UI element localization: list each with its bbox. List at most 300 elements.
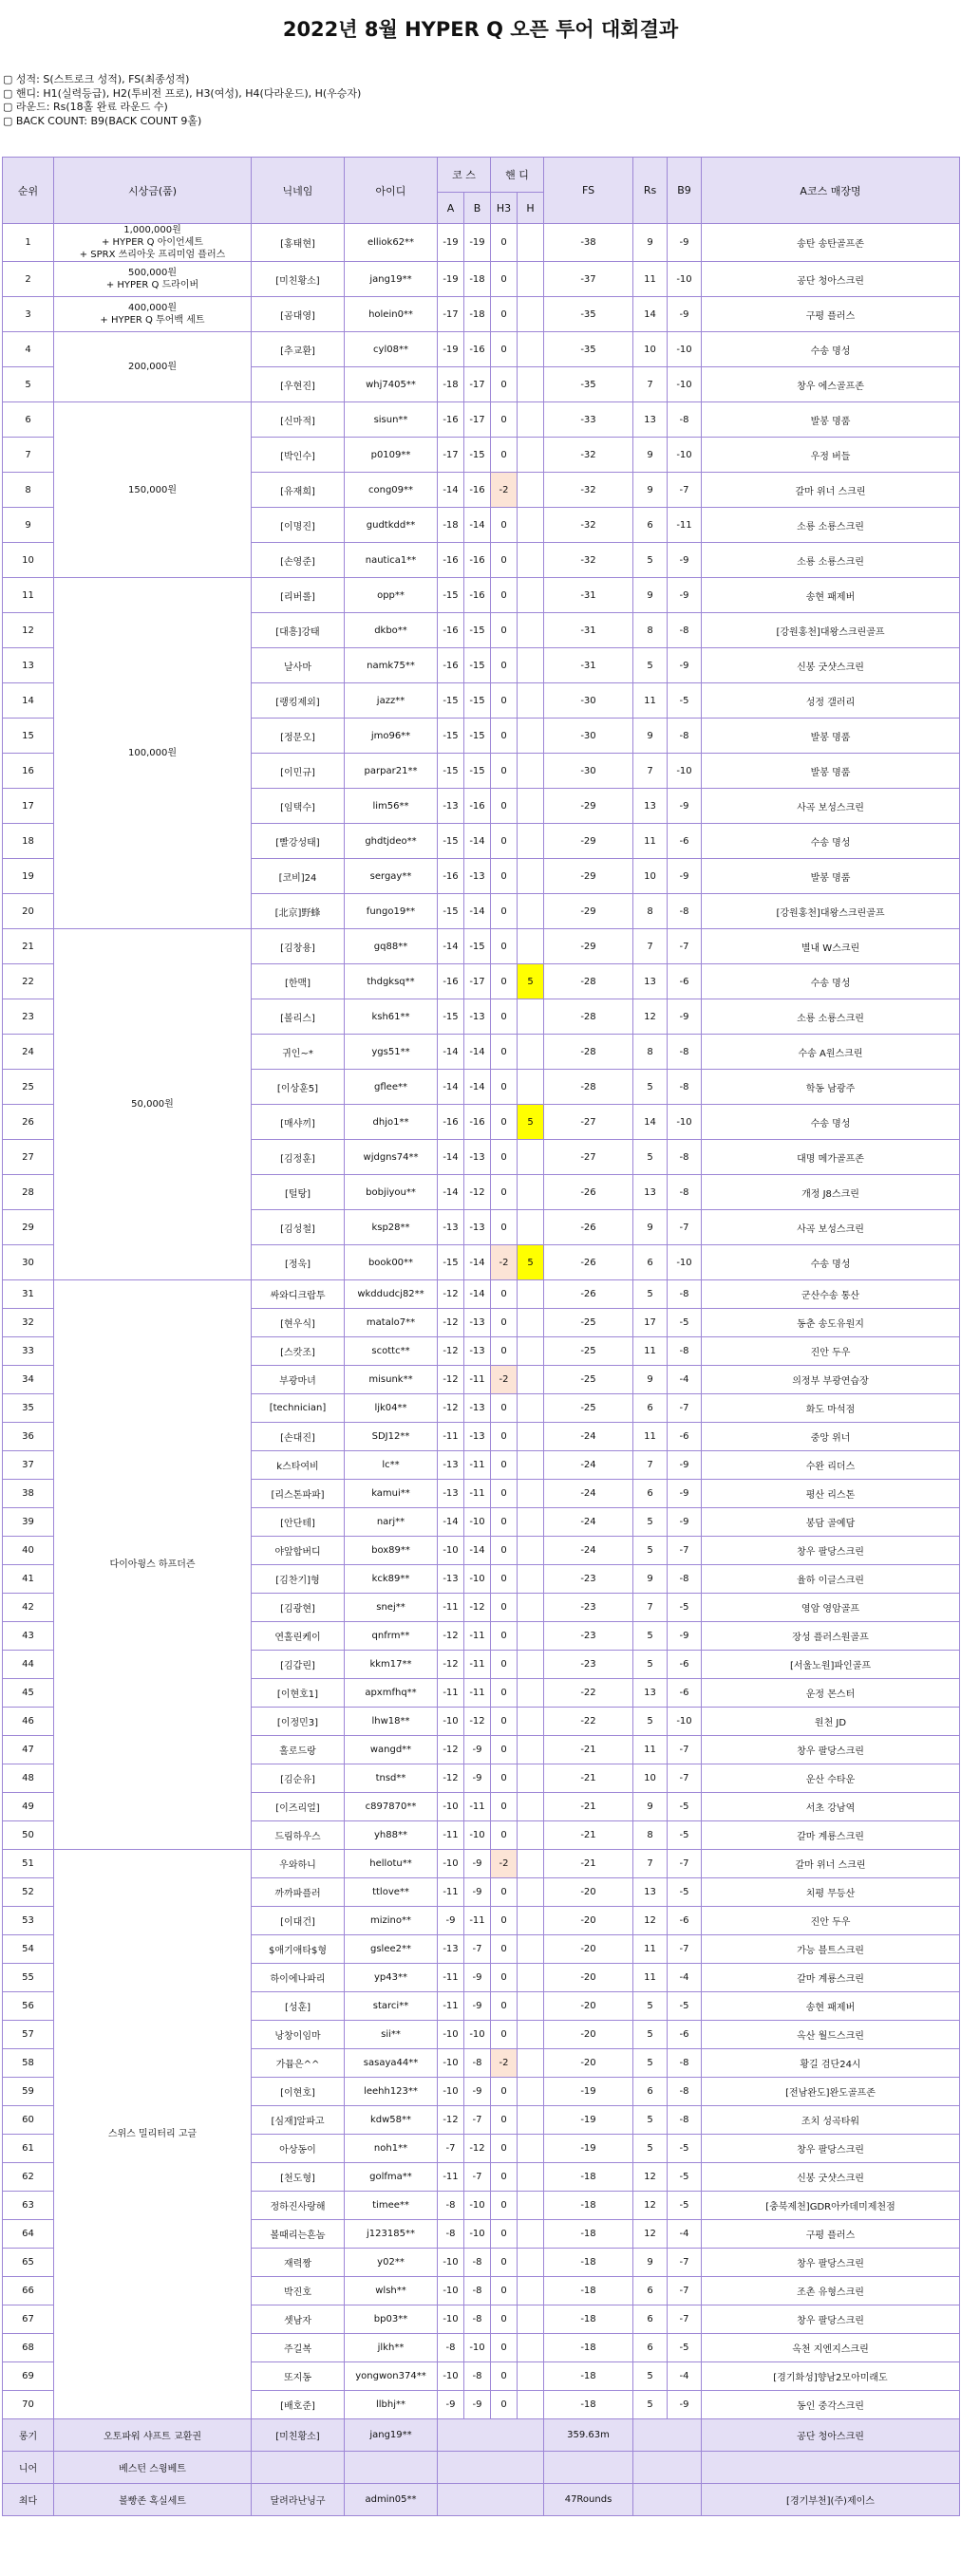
id-cell: sisun** [345, 402, 438, 438]
course-a-cell: -12 [438, 1764, 464, 1793]
handi-h-cell [518, 2305, 544, 2334]
prize-text: 스위스 밀리터리 고글 [107, 2129, 198, 2139]
b9-cell: -10 [668, 1105, 702, 1140]
fs-cell: -35 [544, 367, 633, 402]
b9-cell: -10 [668, 438, 702, 473]
award-row [3, 2419, 960, 2452]
course-a-cell: -13 [438, 1210, 464, 1245]
rs-cell: 9 [633, 1793, 668, 1821]
b9-cell: -9 [668, 297, 702, 332]
fs-cell: -28 [544, 964, 633, 999]
course-b-cell: -15 [464, 719, 491, 754]
course-b-cell: -12 [464, 1594, 491, 1622]
course-a-cell: -12 [438, 1394, 464, 1423]
b9-cell: -8 [668, 2078, 702, 2106]
fs-cell: -24 [544, 1537, 633, 1565]
fs-cell: -31 [544, 578, 633, 613]
course-b-cell: -10 [464, 2021, 491, 2049]
id-cell: jmo96** [345, 719, 438, 754]
note-backcount: ▢ BACK COUNT: B9(BACK COUNT 9홀) [3, 114, 202, 127]
rank-cell: 44 [3, 1651, 54, 1679]
id-cell: wlsh** [345, 2277, 438, 2305]
handi-h-cell [518, 2192, 544, 2220]
rs-cell: 9 [633, 2249, 668, 2277]
handi-h-cell [518, 1565, 544, 1594]
course-b-cell: -14 [464, 508, 491, 543]
rs-cell: 12 [633, 2220, 668, 2249]
b9-cell: -8 [668, 1280, 702, 1309]
b9-cell: -4 [668, 1964, 702, 1992]
handi-h-cell [518, 543, 544, 578]
rs-cell: 5 [633, 1622, 668, 1651]
rs-cell: 7 [633, 754, 668, 789]
b9-cell: -8 [668, 719, 702, 754]
rs-cell: 9 [633, 1366, 668, 1394]
course-b-cell: -9 [464, 1878, 491, 1907]
course-a-cell: -13 [438, 1451, 464, 1480]
prize-text: 100,000원 [127, 748, 177, 758]
rank-cell: 33 [3, 1337, 54, 1366]
award-store-cell [702, 2452, 960, 2484]
course-a-cell: -16 [438, 648, 464, 683]
fs-cell: -26 [544, 1210, 633, 1245]
id-cell: scottc** [345, 1337, 438, 1366]
course-b-cell: -9 [464, 1764, 491, 1793]
id-cell: leehh123** [345, 2078, 438, 2106]
course-b-cell: -11 [464, 1480, 491, 1508]
id-cell: opp** [345, 578, 438, 613]
handi-h3-cell: 0 [491, 543, 518, 578]
handi-h-cell [518, 824, 544, 859]
rs-cell: 8 [633, 613, 668, 648]
nickname-cell: [코비]24 [252, 859, 345, 894]
rs-cell: 7 [633, 367, 668, 402]
rs-cell: 11 [633, 1964, 668, 1992]
store-cell: 옥천 지엔지스크린 [702, 2334, 960, 2362]
id-cell: kdw58** [345, 2106, 438, 2135]
id-cell: p0109** [345, 438, 438, 473]
nickname-cell: [정문오] [252, 719, 345, 754]
course-a-cell: -13 [438, 1480, 464, 1508]
handi-h3-cell: 0 [491, 1736, 518, 1764]
id-cell: bobjiyou** [345, 1175, 438, 1210]
table-row [3, 929, 960, 964]
id-cell: narj** [345, 1508, 438, 1537]
nickname-cell: [김정훈] [252, 1140, 345, 1175]
nickname-cell: [이대건] [252, 1907, 345, 1935]
rs-cell: 7 [633, 929, 668, 964]
award-store-cell: [경기부천](주)제이스 [702, 2484, 960, 2516]
store-cell: 율하 이글스크린 [702, 1565, 960, 1594]
course-a-cell: -10 [438, 1850, 464, 1878]
store-cell: 가능 블트스크린 [702, 1935, 960, 1964]
b9-cell: -9 [668, 648, 702, 683]
course-b-cell: -13 [464, 1394, 491, 1423]
rank-cell: 20 [3, 894, 54, 929]
course-b-cell: -9 [464, 1964, 491, 1992]
id-cell: qnfrm** [345, 1622, 438, 1651]
award-row [3, 2484, 960, 2516]
course-b-cell: -16 [464, 543, 491, 578]
b9-cell: -5 [668, 1309, 702, 1337]
rs-cell: 14 [633, 297, 668, 332]
fs-cell: -20 [544, 1878, 633, 1907]
handi-h-cell [518, 1651, 544, 1679]
rank-cell: 11 [3, 578, 54, 613]
rs-cell: 13 [633, 402, 668, 438]
course-a-cell: -11 [438, 1964, 464, 1992]
nickname-cell: 주길복 [252, 2334, 345, 2362]
handi-h-cell: 5 [518, 1245, 544, 1280]
b9-cell: -10 [668, 332, 702, 367]
course-a-cell: -14 [438, 1140, 464, 1175]
store-cell: 평산 리스톤 [702, 1480, 960, 1508]
rs-cell: 9 [633, 578, 668, 613]
nickname-cell: 셋남자 [252, 2305, 345, 2334]
rank-cell: 23 [3, 999, 54, 1035]
course-b-cell: -18 [464, 262, 491, 297]
rank-cell: 46 [3, 1708, 54, 1736]
handi-h3-cell: 0 [491, 1679, 518, 1708]
b9-cell: -9 [668, 859, 702, 894]
handi-h-cell [518, 2249, 544, 2277]
table-row [3, 262, 960, 297]
rank-cell: 61 [3, 2135, 54, 2163]
course-b-cell: -11 [464, 1366, 491, 1394]
b9-cell: -8 [668, 1565, 702, 1594]
id-cell: kck89** [345, 1565, 438, 1594]
handi-h-cell [518, 754, 544, 789]
prize-cell [54, 224, 252, 262]
rs-cell: 8 [633, 1035, 668, 1070]
course-a-cell: -10 [438, 2021, 464, 2049]
rank-cell: 36 [3, 1423, 54, 1451]
rs-cell: 9 [633, 473, 668, 508]
handi-h-cell [518, 1878, 544, 1907]
rank-cell: 3 [3, 297, 54, 332]
course-a-cell: -12 [438, 2106, 464, 2135]
course-b-cell: -10 [464, 2192, 491, 2220]
store-cell: 조촌 유형스크린 [702, 2277, 960, 2305]
handi-h-cell [518, 1821, 544, 1850]
handi-h3-cell: 0 [491, 1035, 518, 1070]
store-cell: 창우 에스골프존 [702, 367, 960, 402]
course-b-cell: -16 [464, 789, 491, 824]
fs-cell: -37 [544, 262, 633, 297]
course-b-cell: -16 [464, 578, 491, 613]
b9-cell: -7 [668, 2305, 702, 2334]
rank-cell: 30 [3, 1245, 54, 1280]
handi-h3-cell: 0 [491, 1821, 518, 1850]
store-cell: 조치 성곡타워 [702, 2106, 960, 2135]
fs-cell: -26 [544, 1245, 633, 1280]
nickname-cell: [곰대영] [252, 297, 345, 332]
handi-h-cell [518, 1537, 544, 1565]
handi-h3-cell: 0 [491, 1451, 518, 1480]
store-cell: [전남완도]완도골프존 [702, 2078, 960, 2106]
handi-h-cell [518, 1793, 544, 1821]
rs-cell: 9 [633, 719, 668, 754]
handi-h-cell [518, 1594, 544, 1622]
prize-text: 200,000원 [127, 362, 177, 372]
course-b-cell: -9 [464, 2391, 491, 2419]
handi-h3-cell: -2 [491, 2049, 518, 2078]
b9-cell: -9 [668, 1622, 702, 1651]
rs-cell: 11 [633, 1736, 668, 1764]
nickname-cell: [이즈리얼] [252, 1793, 345, 1821]
b9-cell: -5 [668, 2334, 702, 2362]
rs-cell: 13 [633, 1679, 668, 1708]
fs-cell: -25 [544, 1337, 633, 1366]
course-a-cell: -19 [438, 262, 464, 297]
rs-cell: 5 [633, 1280, 668, 1309]
store-cell: 소룡 소룡스크린 [702, 543, 960, 578]
handi-h-cell [518, 2049, 544, 2078]
id-cell: lim56** [345, 789, 438, 824]
course-a-cell: -15 [438, 754, 464, 789]
nickname-cell: [이상훈5] [252, 1070, 345, 1105]
b9-cell: -8 [668, 1140, 702, 1175]
table-row [3, 224, 960, 262]
award-blank-cell [438, 2484, 544, 2516]
rs-cell: 12 [633, 1907, 668, 1935]
handi-h-cell [518, 1708, 544, 1736]
fs-cell: -26 [544, 1280, 633, 1309]
course-a-cell: -18 [438, 367, 464, 402]
b9-cell: -5 [668, 1992, 702, 2021]
fs-cell: -33 [544, 402, 633, 438]
id-cell: timee** [345, 2192, 438, 2220]
fs-cell: -18 [544, 2391, 633, 2419]
id-cell: elliok62** [345, 224, 438, 262]
store-cell: 수송 명성 [702, 1105, 960, 1140]
nickname-cell: 또지동 [252, 2362, 345, 2391]
course-a-cell: -14 [438, 473, 464, 508]
rank-cell: 68 [3, 2334, 54, 2362]
course-a-cell: -16 [438, 859, 464, 894]
rank-cell: 14 [3, 683, 54, 719]
b9-cell: -8 [668, 1035, 702, 1070]
store-cell: 장성 플러스원골프 [702, 1622, 960, 1651]
fs-cell: -23 [544, 1651, 633, 1679]
course-b-cell: -14 [464, 1280, 491, 1309]
b9-cell: -10 [668, 262, 702, 297]
b9-cell: -7 [668, 1394, 702, 1423]
rs-cell: 7 [633, 1850, 668, 1878]
store-cell: [경기화성]향남2모아미래도 [702, 2362, 960, 2391]
rs-cell: 10 [633, 859, 668, 894]
handi-h-cell: 5 [518, 964, 544, 999]
rank-cell: 42 [3, 1594, 54, 1622]
award-blank-cell [633, 2452, 702, 2484]
col-nickname: 닉네임 [252, 158, 345, 224]
id-cell: apxmfhq** [345, 1679, 438, 1708]
nickname-cell: 가뮴은^^ [252, 2049, 345, 2078]
header-row [3, 158, 960, 193]
rs-cell: 6 [633, 1394, 668, 1423]
course-a-cell: -11 [438, 1594, 464, 1622]
course-a-cell: -10 [438, 2249, 464, 2277]
rs-cell: 6 [633, 2305, 668, 2334]
id-cell: wjdgns74** [345, 1140, 438, 1175]
course-a-cell: -15 [438, 894, 464, 929]
prize-cell [54, 262, 252, 297]
nickname-cell: 싸와디크랍투 [252, 1280, 345, 1309]
store-cell: 송현 패제버 [702, 578, 960, 613]
handi-h-cell [518, 2362, 544, 2391]
id-cell: wkddudcj82** [345, 1280, 438, 1309]
course-b-cell: -10 [464, 2334, 491, 2362]
rs-cell: 5 [633, 2021, 668, 2049]
handi-h-cell [518, 1964, 544, 1992]
handi-h3-cell: 0 [491, 438, 518, 473]
handi-h3-cell: 0 [491, 683, 518, 719]
rank-cell: 38 [3, 1480, 54, 1508]
b9-cell: -9 [668, 2391, 702, 2419]
course-b-cell: -15 [464, 438, 491, 473]
fs-cell: -32 [544, 438, 633, 473]
prize-cell [54, 402, 252, 578]
fs-cell: -24 [544, 1480, 633, 1508]
b9-cell: -6 [668, 964, 702, 999]
b9-cell: -5 [668, 1821, 702, 1850]
b9-cell: -6 [668, 1423, 702, 1451]
b9-cell: -5 [668, 1594, 702, 1622]
handi-h-cell [518, 473, 544, 508]
course-b-cell: -14 [464, 1537, 491, 1565]
fs-cell: -30 [544, 683, 633, 719]
store-cell: 수완 리더스 [702, 1451, 960, 1480]
col-a: A [438, 193, 464, 224]
course-a-cell: -9 [438, 1907, 464, 1935]
handi-h3-cell: 0 [491, 894, 518, 929]
store-cell: 창우 팔당스크린 [702, 1537, 960, 1565]
fs-cell: -21 [544, 1736, 633, 1764]
rs-cell: 11 [633, 262, 668, 297]
course-b-cell: -15 [464, 754, 491, 789]
award-blank-cell [633, 2419, 702, 2452]
nickname-cell: [미친황소] [252, 262, 345, 297]
rs-cell: 14 [633, 1105, 668, 1140]
fs-cell: -29 [544, 894, 633, 929]
handi-h-cell [518, 1140, 544, 1175]
fs-cell: -29 [544, 929, 633, 964]
course-b-cell: -14 [464, 1035, 491, 1070]
id-cell: cyl08** [345, 332, 438, 367]
b9-cell: -7 [668, 473, 702, 508]
rank-cell: 55 [3, 1964, 54, 1992]
table-row [3, 297, 960, 332]
id-cell: mizino** [345, 1907, 438, 1935]
note-handicap: ▢ 핸디: H1(실력등급), H2(투비전 프로), H3(여성), H4(다라운드), H(우승자) [3, 86, 362, 100]
nickname-cell: [박인수] [252, 438, 345, 473]
fs-cell: -28 [544, 1070, 633, 1105]
course-a-cell: -10 [438, 2277, 464, 2305]
nickname-cell: [정욱] [252, 1245, 345, 1280]
col-rs: Rs [633, 158, 668, 224]
course-b-cell: -7 [464, 2163, 491, 2192]
id-cell: ksp28** [345, 1210, 438, 1245]
note-score: ▢ 성적: S(스트로크 성적), FS(최종성적) [3, 73, 190, 85]
prize-cell [54, 929, 252, 1280]
fs-cell: -25 [544, 1309, 633, 1337]
handi-h-cell [518, 438, 544, 473]
handi-h3-cell: 0 [491, 1935, 518, 1964]
course-a-cell: -15 [438, 999, 464, 1035]
fs-cell: -18 [544, 2163, 633, 2192]
nickname-cell: [김순유] [252, 1764, 345, 1793]
id-cell: jlkh** [345, 2334, 438, 2362]
handi-h3-cell: 0 [491, 1992, 518, 2021]
store-cell: 군산수송 통산 [702, 1280, 960, 1309]
id-cell: sasaya44** [345, 2049, 438, 2078]
rs-cell: 7 [633, 1451, 668, 1480]
nickname-cell: [이민규] [252, 754, 345, 789]
store-cell: 황길 검단24시 [702, 2049, 960, 2078]
rank-cell: 12 [3, 613, 54, 648]
handi-h-cell [518, 929, 544, 964]
fs-cell: -21 [544, 1821, 633, 1850]
rs-cell: 5 [633, 1070, 668, 1105]
id-cell: y02** [345, 2249, 438, 2277]
course-b-cell: -13 [464, 1210, 491, 1245]
course-a-cell: -10 [438, 2362, 464, 2391]
id-cell: namk75** [345, 648, 438, 683]
store-cell: 구평 플러스 [702, 2220, 960, 2249]
nickname-cell: 야앞합버디 [252, 1537, 345, 1565]
course-a-cell: -12 [438, 1337, 464, 1366]
handi-h-cell [518, 2106, 544, 2135]
rs-cell: 8 [633, 894, 668, 929]
store-cell: 화도 마석점 [702, 1394, 960, 1423]
id-cell: tnsd** [345, 1764, 438, 1793]
course-b-cell: -12 [464, 1175, 491, 1210]
handi-h3-cell: 0 [491, 859, 518, 894]
nickname-cell: [스캇조] [252, 1337, 345, 1366]
store-cell: 송탄 송탄골프존 [702, 224, 960, 262]
course-b-cell: -9 [464, 2078, 491, 2106]
course-a-cell: -12 [438, 1622, 464, 1651]
rank-cell: 53 [3, 1907, 54, 1935]
store-cell: [강원홍천]대왕스크린골프 [702, 894, 960, 929]
handi-h3-cell: 0 [491, 1140, 518, 1175]
course-b-cell: -17 [464, 367, 491, 402]
id-cell: matalo7** [345, 1309, 438, 1337]
handi-h3-cell: 0 [491, 1210, 518, 1245]
col-fs: FS [544, 158, 633, 224]
handi-h-cell [518, 2277, 544, 2305]
rs-cell: 11 [633, 683, 668, 719]
nickname-cell: [이정민3] [252, 1708, 345, 1736]
b9-cell: -6 [668, 1907, 702, 1935]
rank-cell: 6 [3, 402, 54, 438]
handi-h3-cell: -2 [491, 1366, 518, 1394]
rs-cell: 13 [633, 789, 668, 824]
id-cell: yp43** [345, 1964, 438, 1992]
prize-text: 1,000,000원 + HYPER Q 아이언세트 + SPRX 쓰리아웃 프리미엄 플러스 [79, 225, 226, 260]
course-b-cell: -9 [464, 1736, 491, 1764]
nickname-cell: [매샤끼] [252, 1105, 345, 1140]
id-cell: c897870** [345, 1793, 438, 1821]
course-b-cell: -14 [464, 824, 491, 859]
award-value-cell: 47Rounds [544, 2484, 633, 2516]
handi-h3-cell: 0 [491, 1175, 518, 1210]
fs-cell: -29 [544, 824, 633, 859]
rs-cell: 8 [633, 1821, 668, 1850]
handi-h-cell [518, 1992, 544, 2021]
handi-h3-cell: 0 [491, 1280, 518, 1309]
rank-cell: 66 [3, 2277, 54, 2305]
